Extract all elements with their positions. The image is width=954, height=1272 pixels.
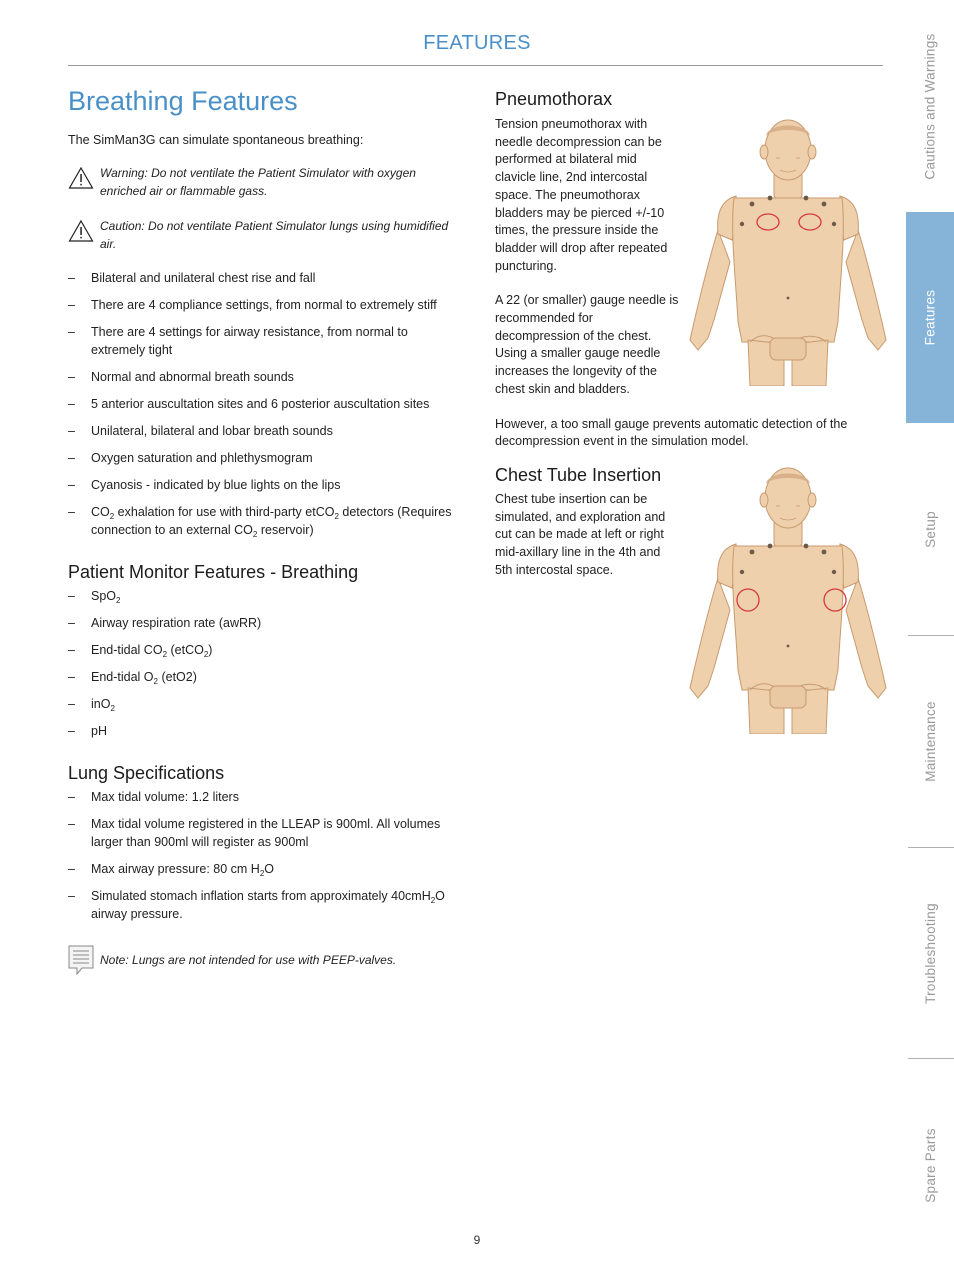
chest-tube-heading: Chest Tube Insertion xyxy=(495,464,662,485)
list-item: – Simulated stomach inflation starts from approximately 40cmH$_2$O airway pressure. xyxy=(68,887,458,923)
list-item: – There are 4 compliance settings, from normal to extremely stiff xyxy=(68,296,458,314)
page-number: 9 xyxy=(473,1233,481,1247)
tab-spare-parts[interactable]: Spare Parts xyxy=(922,1128,938,1203)
pneumothorax-text-1: Tension pneumothorax with needle decompression can be performed at bilateral mid clavicle line, 2nd intercostal space. The pneumothorax bladders may be pierced +/-10 times, the pressure inside the bladder will drop after repeated puncturing. xyxy=(495,117,668,273)
monitor-features-heading: Patient Monitor Features - Breathing xyxy=(68,562,359,582)
monitor-features-list xyxy=(68,587,458,740)
list-item: – Oxygen saturation and phlethysmogram xyxy=(68,449,458,467)
caution-triangle-icon xyxy=(68,219,94,243)
list-item: – Max tidal volume registered in the LLEAP is 900ml. All volumes larger than 900ml will register as 900ml xyxy=(68,815,458,851)
breathing-features-list xyxy=(68,269,458,539)
list-item: – inO$_2$ xyxy=(68,695,458,713)
warning-notice xyxy=(68,164,458,200)
pneumothorax-text-3: However, a too small gauge prevents automatic detection of the decompression event in the simulation model. xyxy=(495,416,848,449)
list-item: – Max airway pressure: 80 cm $H_2O$ xyxy=(68,860,458,878)
mannequin-chest-tube-image xyxy=(688,460,888,734)
note-notice xyxy=(68,945,458,969)
warning-text: Warning: Do not ventilate the Patient Simulator with oxygen enriched air or flammable gass. xyxy=(100,166,416,198)
left-column xyxy=(68,84,458,969)
page-title: Breathing Features xyxy=(68,86,298,116)
list-item: – Bilateral and unilateral chest rise and fall xyxy=(68,269,458,287)
chest-tube-text: Chest tube insertion can be simulated, and exploration and cut can be made at left or right mid-axillary line in the 4th and 5th intercostal space. xyxy=(495,491,666,577)
pneumothorax-text-2: A 22 (or smaller) gauge needle is recommended for decompression of the chest. Using a smaller gauge needle increases the longevity of the chest skin and bladders. xyxy=(495,293,679,396)
note-icon xyxy=(68,945,94,977)
list-item: – SpO$_2$ xyxy=(68,587,458,605)
list-item: – Unilateral, bilateral and lobar breath sounds xyxy=(68,422,458,440)
list-item: – Max tidal volume: 1.2 liters xyxy=(68,788,458,806)
list-item-co2: – $CO_2$ exhalation for use with third-party etCO$_2$ detectors (Requires connection to an external $CO_2$ reservoir) xyxy=(68,503,458,539)
pneumothorax-heading: Pneumothorax xyxy=(495,89,613,109)
tab-troubleshooting[interactable]: Troubleshooting xyxy=(922,902,938,1004)
chapter-sidebar xyxy=(906,0,954,1272)
section-header: FEATURES xyxy=(423,32,531,54)
tab-cautions-and-warnings[interactable]: Cautions and Warnings xyxy=(922,32,938,180)
list-item: – End-tidal $CO_2$ (etCO$_2$) xyxy=(68,641,458,659)
lung-specs-heading: Lung Specifications xyxy=(68,763,225,783)
caution-notice xyxy=(68,217,458,253)
tab-maintenance[interactable]: Maintenance xyxy=(922,701,938,782)
lung-specs-list xyxy=(68,788,458,923)
mannequin-pneumothorax-image xyxy=(688,112,888,386)
note-text: Note: Lungs are not intended for use with PEEP-valves. xyxy=(100,953,397,967)
caution-text: Caution: Do not ventilate Patient Simulator lungs using humidified air. xyxy=(100,219,449,251)
list-item: – Normal and abnormal breath sounds xyxy=(68,368,458,386)
tab-features[interactable]: Features xyxy=(906,212,954,423)
warning-triangle-icon xyxy=(68,166,94,190)
list-item: – 5 anterior auscultation sites and 6 posterior auscultation sites xyxy=(68,395,458,413)
list-item: – Cyanosis - indicated by blue lights on the lips xyxy=(68,476,458,494)
list-item: – There are 4 settings for airway resistance, from normal to extremely tight xyxy=(68,323,458,359)
list-item: – pH xyxy=(68,722,458,740)
tab-setup[interactable]: Setup xyxy=(922,510,938,548)
list-item: – End-tidal $O_2$ (etO2) xyxy=(68,668,458,686)
intro-text: The SimMan3G can simulate spontaneous breathing: xyxy=(68,133,364,147)
list-item: – Airway respiration rate (awRR) xyxy=(68,614,458,632)
header-divider xyxy=(68,65,883,66)
